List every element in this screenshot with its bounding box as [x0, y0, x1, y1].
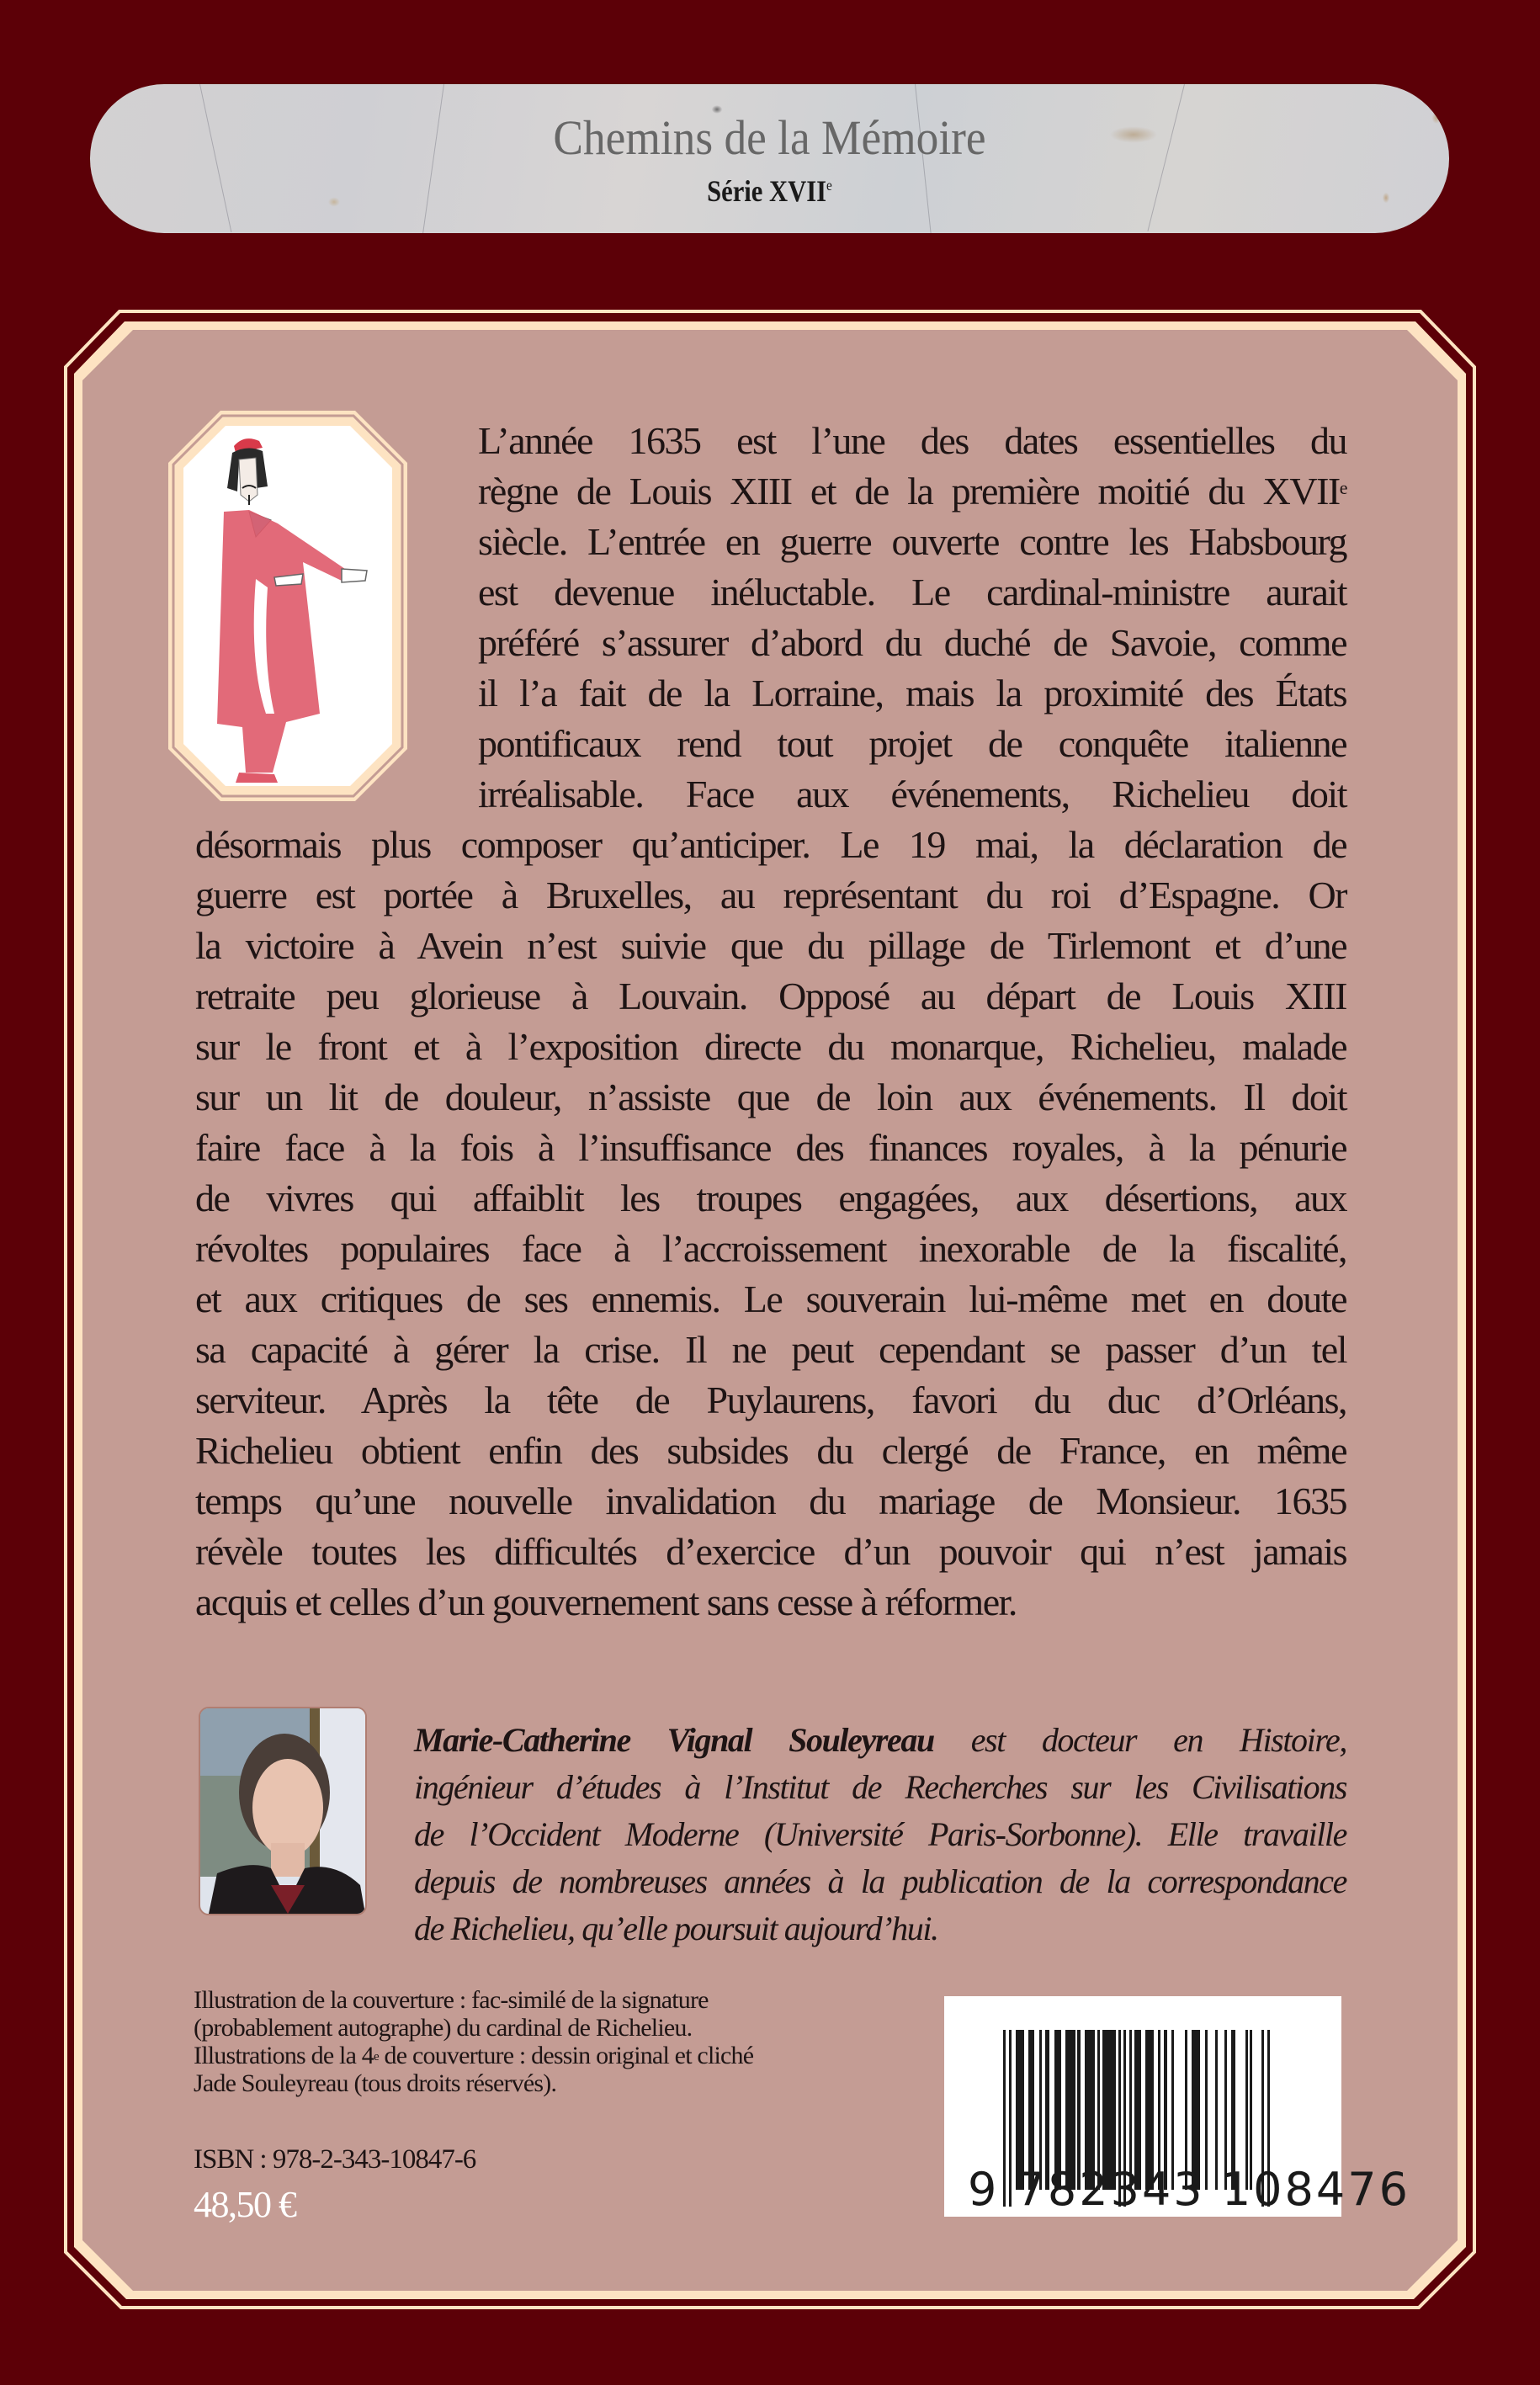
credit-line: Illustration de la couverture : fac-similé de la signature	[194, 1986, 709, 2014]
bio-line	[414, 1717, 1346, 1764]
author-name: Marie-Catherine Vignal Souleyreau	[414, 1721, 934, 1759]
text-line: de vivres qui affaiblit les troupes engagées, aux désertions, aux	[195, 1177, 1346, 1219]
text-line: sur le front et à l’exposition directe du monarque, Richelieu, malade	[195, 1025, 1346, 1068]
text-line: est devenue inéluctable. Le cardinal-ministre aurait	[478, 571, 1346, 614]
bio-line: depuis de nombreuses années à la publication de la correspondance	[414, 1862, 1346, 1900]
text-line: préféré s’assurer d’abord du duché de Savoie, comme	[478, 621, 1346, 664]
superscript: e	[374, 2050, 379, 2064]
text-line: révèle toutes les difficultés d’exercice d’un pouvoir qui n’est jamais	[195, 1530, 1346, 1573]
price: 48,50 €	[194, 2184, 296, 2225]
bio-line: de Richelieu, qu’elle poursuit aujourd’hui.	[414, 1910, 938, 1947]
text-line: guerre est portée à Bruxelles, au représentant du roi d’Espagne. Or	[195, 874, 1346, 916]
bio-line: de l’Occident Moderne (Université Paris-Sorbonne). Elle travaille	[414, 1815, 1346, 1853]
text-line-content: règne de Louis XIII et de la première moitié du XVII	[478, 470, 1340, 513]
illustration-credits	[194, 1986, 951, 2097]
text-line: serviteur. Après la tête de Puylaurens, favori du duc d’Orléans,	[195, 1378, 1346, 1421]
credit-line: (probablement autographe) du cardinal de Richelieu.	[194, 2014, 693, 2042]
bio-text: est docteur en Histoire,	[933, 1721, 1346, 1759]
text-line: irréalisable. Face aux événements, Richelieu doit	[478, 773, 1346, 815]
text-line: sa capacité à gérer la crise. Il ne peut cependant se passer d’un tel	[195, 1328, 1346, 1371]
credit-line	[194, 2042, 951, 2069]
credit-line: Jade Souleyreau (tous droits réservés).	[194, 2069, 557, 2097]
text-line: sur un lit de douleur, n’assiste que de loin aux événements. Il doit	[195, 1076, 1346, 1118]
text-line: faire face à la fois à l’insuffisance des finances royales, à la pénurie	[195, 1126, 1346, 1169]
text-line: révoltes populaires face à l’accroissement inexorable de la fiscalité,	[195, 1227, 1346, 1270]
isbn: ISBN : 978-2-343-10847-6	[194, 2144, 476, 2175]
superscript: e	[1339, 477, 1346, 498]
text-line: pontificaux rend tout projet de conquête italienne	[478, 722, 1346, 765]
credit-text: Illustrations de la 4	[194, 2042, 374, 2069]
text-line	[478, 466, 1346, 517]
text-line: et aux critiques de ses ennemis. Le souverain lui-même met en doute	[195, 1277, 1346, 1320]
text-line: acquis et celles d’un gouvernement sans cesse à réformer.	[195, 1580, 1017, 1623]
series-subtitle-text: Série XVII	[707, 174, 827, 208]
cardinal-drawing	[168, 411, 407, 801]
text-line: désormais plus composer qu’anticiper. Le 19 mai, la déclaration de	[195, 823, 1346, 866]
text-line: retraite peu glorieuse à Louvain. Opposé au départ de Louis XIII	[195, 975, 1346, 1017]
text-line: temps qu’une nouvelle invalidation du mariage de Monsieur. 1635	[195, 1479, 1346, 1522]
author-portrait	[200, 1708, 365, 1914]
barcode-digits: 9 782343 108476	[968, 2163, 1410, 2216]
credit-text: de couverture : dessin original et cliché	[378, 2042, 754, 2069]
text-line: Richelieu obtient enfin des subsides du clergé de France, en même	[195, 1429, 1346, 1472]
text-line: L’année 1635 est l’une des dates essentielles du	[478, 419, 1346, 462]
series-title: Chemins de la Mémoire	[553, 110, 986, 165]
text-line: il l’a fait de la Lorraine, mais la proximité des États	[478, 672, 1346, 714]
series-subtitle-sup: e	[826, 177, 832, 194]
text-line: siècle. L’entrée en guerre ouverte contre les Habsbourg	[478, 520, 1346, 563]
bio-line: ingénieur d’études à l’Institut de Recherches sur les Civilisations	[414, 1768, 1346, 1806]
text-line: la victoire à Avein n’est suivie que du pillage de Tirlemont et d’une	[195, 924, 1346, 967]
author-photo	[199, 1707, 367, 1915]
